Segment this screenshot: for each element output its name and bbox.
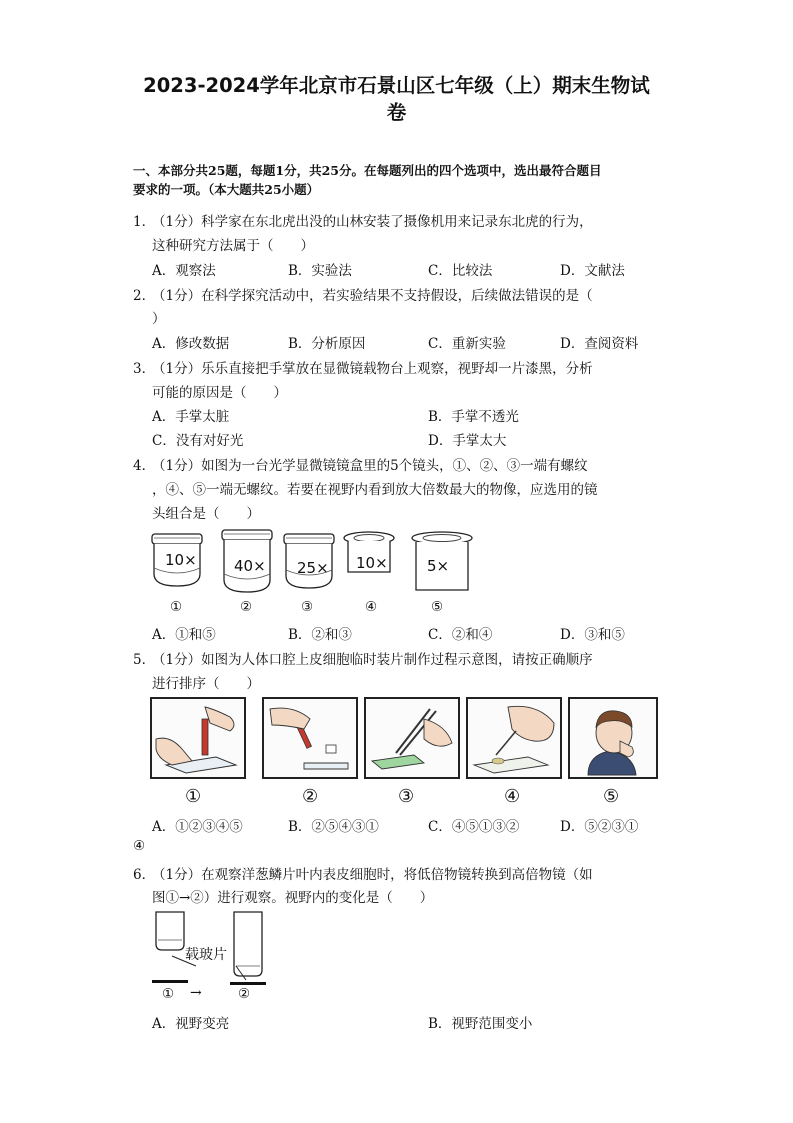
exam-title-continued: 卷 <box>386 101 407 124</box>
question-1-option-d[interactable]: D．文献法 <box>560 263 625 279</box>
lens-3-number: ③ <box>301 599 314 615</box>
question-4-option-c[interactable]: C．②和④ <box>428 627 493 643</box>
lens-4-label: 10× <box>356 554 388 572</box>
question-4-text-line-3: 头组合是（ ） <box>152 506 260 522</box>
question-6-number: 6． <box>133 867 156 883</box>
question-2-option-a[interactable]: A．修改数据 <box>152 336 230 352</box>
section-instructions <box>133 161 673 199</box>
question-5-option-b[interactable]: B．②⑤④③① <box>288 819 379 835</box>
lens-1-label: 10× <box>165 551 197 569</box>
swab-smear-icon <box>468 699 560 777</box>
question-2-option-c[interactable]: C．重新实验 <box>428 336 506 352</box>
step-4-number: ④ <box>504 786 521 807</box>
step-2-number: ② <box>302 786 319 807</box>
question-5-option-d-wrap: ④ <box>133 838 146 854</box>
question-3-option-a[interactable]: A．手掌太脏 <box>152 409 230 425</box>
section-line-1: 一、本部分共25题，每题1分，共25分。在每题列出的四个选项中，选出最符合题目 <box>133 163 602 178</box>
question-1-text-line-2: 这种研究方法属于（ ） <box>152 238 314 254</box>
step-3-number: ③ <box>398 786 415 807</box>
question-4-option-a[interactable]: A．①和⑤ <box>152 627 216 643</box>
question-1-option-c[interactable]: C．比较法 <box>428 263 493 279</box>
lens-2-label: 40× <box>234 557 266 575</box>
slide-bar-left <box>152 980 188 983</box>
figure-num-2: ② <box>238 986 251 1002</box>
section-line-2: 要求的一项。（本大题共25小题） <box>133 182 320 197</box>
question-6-option-a[interactable]: A．视野变亮 <box>152 1016 230 1032</box>
lens-4-number: ④ <box>365 599 378 615</box>
question-3-number: 3． <box>133 361 156 377</box>
question-5-text-line-1: （1分）如图为人体口腔上皮细胞临时装片制作过程示意图，请按正确顺序 <box>152 652 593 668</box>
step-1-illustration <box>150 697 246 779</box>
question-2-option-b[interactable]: B．分析原因 <box>288 336 366 352</box>
arrow-right-icon: → <box>190 985 202 1001</box>
slide-bar-right <box>230 982 266 985</box>
question-4-text-line-2: ，④、⑤一端无螺纹。若要在视野内看到放大倍数最大的物像，应选用的镜 <box>152 482 598 498</box>
boy-rinsing-mouth-icon <box>570 699 656 777</box>
question-3-option-d[interactable]: D．手掌太大 <box>428 433 507 449</box>
question-2-option-d[interactable]: D．查阅资料 <box>560 336 639 352</box>
step-2-illustration <box>262 697 358 779</box>
question-5-option-c[interactable]: C．④⑤①③② <box>428 819 520 835</box>
lens-5-label: 5× <box>427 557 450 575</box>
lens-2-number: ② <box>240 599 253 615</box>
question-1-option-b[interactable]: B．实验法 <box>288 263 352 279</box>
question-3-option-b[interactable]: B．手掌不透光 <box>428 409 519 425</box>
question-6-text-line-1: （1分）在观察洋葱鳞片叶内表皮细胞时，将低倍物镜转换到高倍物镜（如 <box>152 867 593 883</box>
figure-num-1: ① <box>162 986 175 1002</box>
high-power-objective-icon <box>234 912 262 976</box>
question-2-number: 2． <box>133 288 156 304</box>
question-4-option-d[interactable]: D．③和⑤ <box>560 627 625 643</box>
low-power-objective-icon <box>156 912 184 950</box>
lens-3-label: 25× <box>297 559 329 577</box>
question-3-text-line-1: （1分）乐乐直接把手掌放在显微镜载物台上观察，视野却一片漆黑，分析 <box>152 361 593 377</box>
question-2-text-line-2: ） <box>152 311 166 327</box>
step-4-illustration <box>466 697 562 779</box>
lens-1-number: ① <box>170 599 183 615</box>
step-1-number: ① <box>185 786 202 807</box>
question-1-number: 1． <box>133 214 156 230</box>
question-4-option-b[interactable]: B．②和③ <box>288 627 352 643</box>
slide-label: 载玻片 <box>185 947 227 963</box>
question-5-option-a[interactable]: A．①②③④⑤ <box>152 819 243 835</box>
question-5-number: 5． <box>133 652 156 668</box>
question-5-option-d[interactable]: D．⑤②③① <box>560 819 639 835</box>
question-3-text-line-2: 可能的原因是（ ） <box>152 385 287 401</box>
question-6-option-b[interactable]: B．视野范围变小 <box>428 1016 533 1032</box>
question-1-option-a[interactable]: A．观察法 <box>152 263 216 279</box>
question-3-option-c[interactable]: C．没有对好光 <box>152 433 244 449</box>
step-5-number: ⑤ <box>603 786 620 807</box>
question-2-text-line-1: （1分）在科学探究活动中，若实验结果不支持假设，后续做法错误的是（ <box>152 288 593 304</box>
step-3-illustration <box>364 697 460 779</box>
question-4-text-line-1: （1分）如图为一台光学显微镜镜盒里的5个镜头，①、②、③一端有螺纹 <box>152 458 588 474</box>
question-1-text-line-1: （1分）科学家在东北虎出没的山林安装了摄像机用来记录东北虎的行为， <box>152 214 593 230</box>
exam-title: 2023-2024学年北京市石景山区七年级（上）期末生物试 <box>143 74 650 97</box>
tweezers-coverslip-icon <box>366 699 458 777</box>
dropper-on-slide-icon <box>152 699 244 777</box>
question-5-text-line-2: 进行排序（ ） <box>152 676 260 692</box>
step-5-illustration <box>568 697 658 779</box>
question-4-number: 4． <box>133 458 156 474</box>
question-6-text-line-2: 图①→②）进行观察。视野内的变化是（ ） <box>152 890 434 906</box>
dropper-drip-icon <box>264 699 356 777</box>
lens-5-number: ⑤ <box>431 599 444 615</box>
